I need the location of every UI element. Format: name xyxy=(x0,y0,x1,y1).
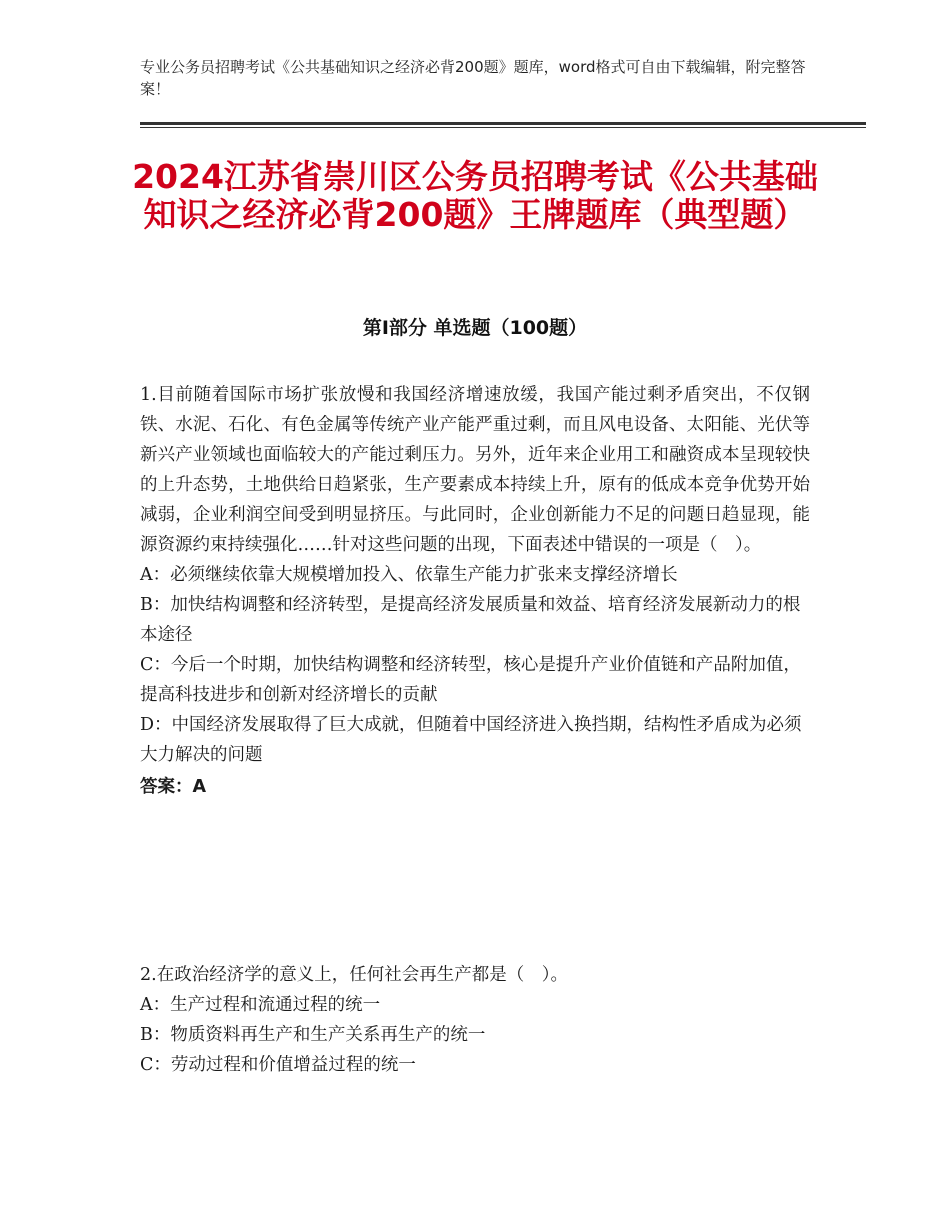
question-2 xyxy=(140,960,810,1080)
option-d: D：中国经济发展取得了巨大成就，但随着中国经济进入换挡期，结构性矛盾成为必须大力解决的问题 xyxy=(140,715,802,765)
header-divider-thin xyxy=(140,127,866,128)
option-b: B：物质资料再生产和生产关系再生产的统一 xyxy=(140,1025,486,1045)
option-c: C：今后一个时期，加快结构调整和经济转型，核心是提升产业价值链和产品附加值，提高科技进步和创新对经济增长的贡献 xyxy=(140,655,801,705)
option-a: A：必须继续依靠大规模增加投入、依靠生产能力扩张来支撑经济增长 xyxy=(140,565,678,585)
header-note: 专业公务员招聘考试《公共基础知识之经济必背200题》题库，word格式可自由下载编辑，附完整答案！ xyxy=(140,58,806,98)
question-stem: 1.目前随着国际市场扩张放慢和我国经济增速放缓，我国产能过剩矛盾突出，不仅钢铁、水泥、石化、有色金属等传统产业产能严重过剩，而且风电设备、太阳能、光伏等新兴产业领域也面临较大的产能过剩压力。另外，近年来企业用工和融资成本呈现较快的上升态势，土地供给日趋紧张，生产要素成本持续上升，原有的低成本竞争优势开始减弱，企业利润空间受到明显挤压。与此同时，企业创新能力不足的问题日趋显现，能源资源约束持续强化……针对这些问题的出现，下面表述中错误的一项是（ ）。 xyxy=(140,385,810,555)
question-stem: 2.在政治经济学的意义上，任何社会再生产都是（ ）。 xyxy=(140,965,568,985)
question-1 xyxy=(140,380,810,802)
option-b: B：加快结构调整和经济转型，是提高经济发展质量和效益、培育经济发展新动力的根本途径 xyxy=(140,595,801,645)
document-title: 2024江苏省崇川区公务员招聘考试《公共基础知识之经济必背200题》王牌题库（典型题） xyxy=(132,157,818,234)
answer-line: 答案：A xyxy=(140,777,207,797)
header-divider-thick xyxy=(140,122,866,125)
section-heading: 第I部分 单选题（100题） xyxy=(362,317,588,339)
option-c: C：劳动过程和价值增益过程的统一 xyxy=(140,1055,416,1075)
option-a: A：生产过程和流通过程的统一 xyxy=(140,995,381,1015)
